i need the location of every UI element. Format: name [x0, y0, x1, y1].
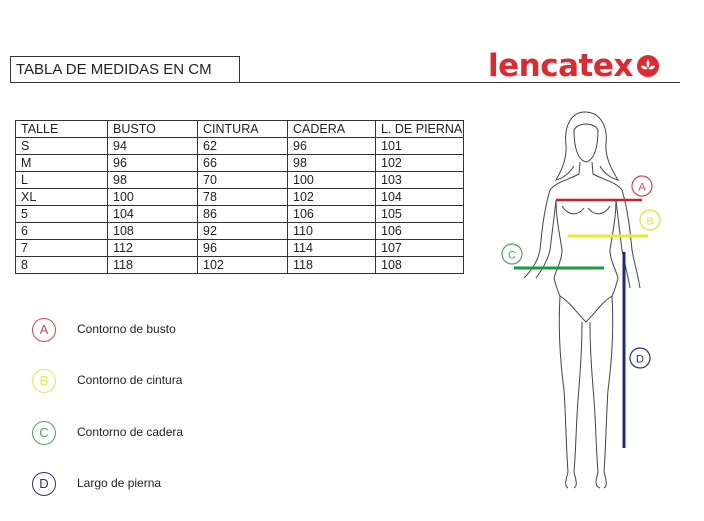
- column-header: BUSTO: [108, 121, 198, 138]
- table-cell: 101: [376, 138, 464, 155]
- table-cell: 7: [16, 240, 108, 257]
- column-header: CADERA: [288, 121, 376, 138]
- size-table: [15, 120, 464, 274]
- table-cell: 100: [288, 172, 376, 189]
- figure-marker-c: [502, 244, 522, 264]
- a-marker-icon: A: [32, 318, 56, 342]
- page-title: TABLA DE MEDIDAS EN CM: [10, 56, 240, 83]
- column-header: CINTURA: [198, 121, 288, 138]
- table-cell: 112: [108, 240, 198, 257]
- table-cell: 110: [288, 223, 376, 240]
- brand-logo: [488, 46, 678, 86]
- table-row: [16, 223, 464, 240]
- svg-text:B: B: [646, 215, 654, 228]
- table-row: [16, 138, 464, 155]
- table-cell: 118: [108, 257, 198, 274]
- table-cell: 62: [198, 138, 288, 155]
- svg-text:C: C: [508, 249, 516, 262]
- table-cell: 106: [288, 206, 376, 223]
- svg-text:A: A: [638, 181, 646, 194]
- legend-label: Contorno de cintura: [77, 373, 183, 387]
- table-cell: 96: [198, 240, 288, 257]
- table-row: [16, 206, 464, 223]
- brand-name: lencatex: [488, 48, 633, 84]
- table-cell: 8: [16, 257, 108, 274]
- table-cell: 98: [288, 155, 376, 172]
- table-cell: XL: [16, 189, 108, 206]
- column-header: L. DE PIERNA: [376, 121, 464, 138]
- table-cell: 78: [198, 189, 288, 206]
- table-row: [16, 189, 464, 206]
- table-cell: S: [16, 138, 108, 155]
- table-cell: M: [16, 155, 108, 172]
- table-cell: 96: [108, 155, 198, 172]
- table-cell: 66: [198, 155, 288, 172]
- legend-label: Contorno de cadera: [77, 425, 184, 439]
- table-row: [16, 257, 464, 274]
- table-cell: 108: [108, 223, 198, 240]
- table-cell: 6: [16, 223, 108, 240]
- table-cell: 86: [198, 206, 288, 223]
- table-cell: 106: [376, 223, 464, 240]
- c-marker-icon: C: [32, 421, 56, 445]
- legend-label: Contorno de busto: [77, 322, 176, 336]
- column-header: TALLE: [16, 121, 108, 138]
- table-cell: 104: [108, 206, 198, 223]
- body-figure-illustration: [490, 100, 690, 500]
- table-cell: 107: [376, 240, 464, 257]
- table-cell: 92: [198, 223, 288, 240]
- table-cell: 102: [288, 189, 376, 206]
- table-cell: 108: [376, 257, 464, 274]
- svg-text:D: D: [636, 353, 644, 366]
- legend-label: Largo de pierna: [77, 476, 162, 490]
- figure-marker-b: [640, 210, 660, 230]
- table-cell: 104: [376, 189, 464, 206]
- table-cell: 5: [16, 206, 108, 223]
- b-marker-icon: B: [32, 369, 56, 393]
- table-header-row: [16, 121, 464, 138]
- table-cell: 96: [288, 138, 376, 155]
- table-row: [16, 155, 464, 172]
- d-marker-icon: D: [32, 472, 56, 496]
- table-cell: 98: [108, 172, 198, 189]
- flower-icon: [636, 54, 660, 78]
- table-cell: L: [16, 172, 108, 189]
- table-cell: 118: [288, 257, 376, 274]
- table-cell: 114: [288, 240, 376, 257]
- table-cell: 102: [376, 155, 464, 172]
- table-cell: 70: [198, 172, 288, 189]
- figure-marker-d: [630, 348, 650, 368]
- table-row: [16, 172, 464, 189]
- table-row: [16, 240, 464, 257]
- table-cell: 105: [376, 206, 464, 223]
- table-cell: 100: [108, 189, 198, 206]
- table-cell: 103: [376, 172, 464, 189]
- table-cell: 94: [108, 138, 198, 155]
- table-cell: 102: [198, 257, 288, 274]
- figure-marker-a: [632, 176, 652, 196]
